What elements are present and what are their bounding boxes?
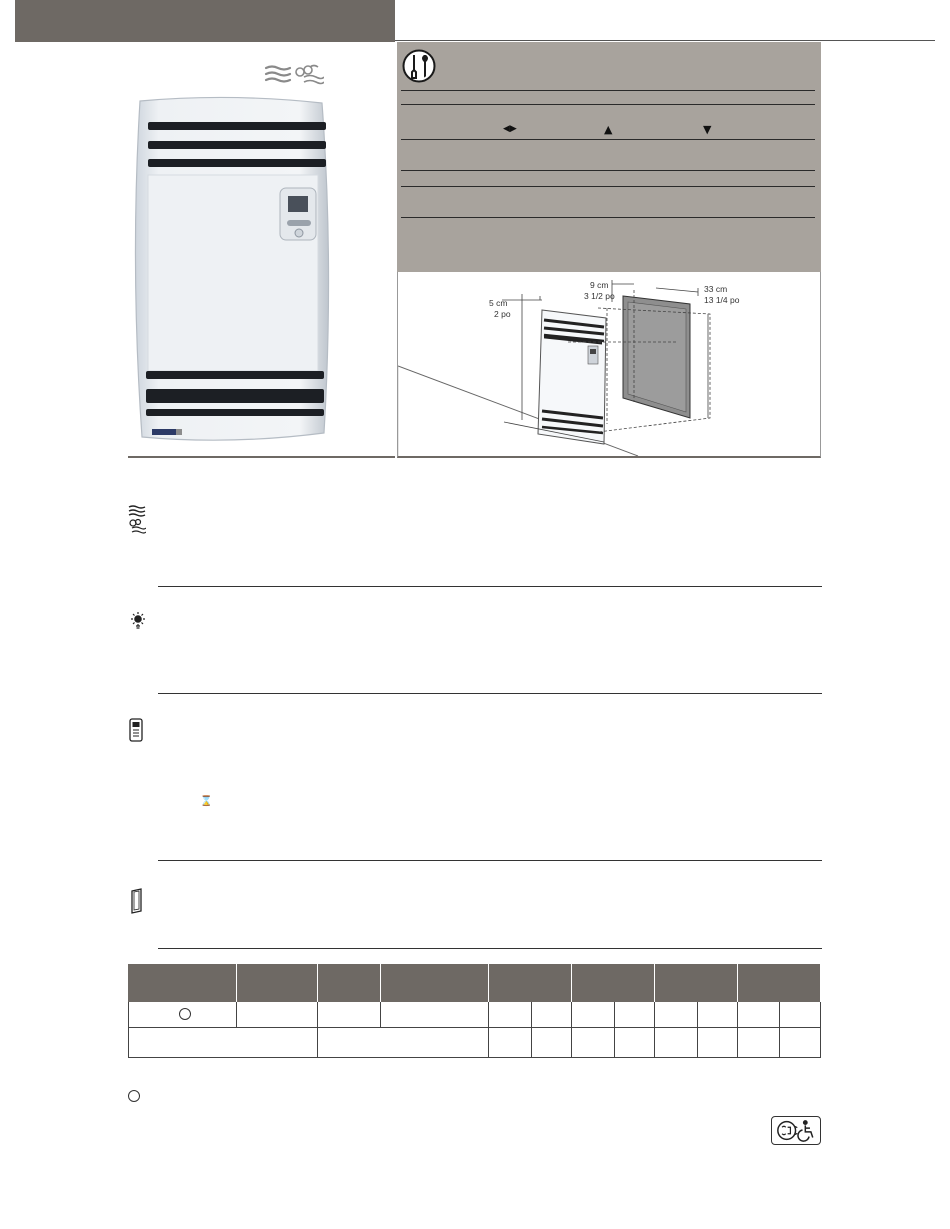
door-panel-icon	[130, 888, 144, 914]
table-cell	[129, 1028, 318, 1058]
installation-panel	[397, 42, 821, 272]
table-header-cell	[655, 964, 738, 1002]
light-icon	[129, 611, 147, 629]
hourglass-icon: ⌛	[200, 796, 213, 807]
convection-icon	[296, 66, 324, 84]
table-body	[128, 1002, 821, 1058]
table-cell	[615, 1028, 655, 1058]
convection-icon	[128, 518, 146, 534]
dim-right-cm: 33 cm	[704, 284, 728, 294]
thermostat-icon	[129, 718, 143, 742]
table-cell	[572, 1028, 615, 1058]
table-header-cell	[738, 964, 820, 1002]
table-header-cell	[489, 964, 572, 1002]
spec-rule	[401, 170, 815, 171]
table-cell	[318, 1028, 489, 1058]
table-header-cell	[318, 964, 381, 1002]
table-cell	[780, 1002, 820, 1028]
note-marker-icon	[179, 1008, 191, 1020]
table-cell	[572, 1002, 615, 1028]
table-header-cell	[237, 964, 318, 1002]
section-rule	[158, 586, 822, 587]
table-cell	[655, 1028, 698, 1058]
table-cell	[738, 1028, 780, 1058]
table-cell	[489, 1002, 532, 1028]
section-rule	[158, 948, 822, 949]
tools-icon	[402, 48, 436, 84]
dim-left-cm: 5 cm	[489, 298, 508, 308]
spec-rule	[401, 186, 815, 187]
certification-badge	[771, 1116, 821, 1145]
airflow-icon	[264, 62, 324, 88]
table-cell	[381, 1002, 489, 1028]
arrow-up: ▲	[604, 123, 613, 136]
table-cell	[738, 1002, 780, 1028]
table-header-cell	[572, 964, 655, 1002]
dim-left-in: 2 po	[494, 309, 511, 319]
dim-right-in: 13 1/4 po	[704, 295, 740, 305]
table-header-cell	[128, 964, 237, 1002]
table-cell	[532, 1002, 572, 1028]
dim-top-in: 3 1/2 po	[584, 291, 615, 301]
table-cell	[318, 1002, 381, 1028]
arrow-down: ▼	[703, 123, 712, 136]
note-marker-icon	[128, 1090, 140, 1102]
csa-certification-icon	[778, 1122, 797, 1140]
table-cell	[489, 1028, 532, 1058]
table-cell	[655, 1002, 698, 1028]
header-rule	[395, 40, 935, 41]
table-cell	[237, 1002, 318, 1028]
clearance-diagram-drawing	[398, 272, 820, 456]
table-cell	[615, 1002, 655, 1028]
panel-divider	[128, 456, 395, 458]
dim-top-cm: 9 cm	[590, 280, 609, 290]
spec-rule	[401, 217, 815, 218]
airflow-icon	[128, 505, 146, 517]
table-cell	[129, 1002, 237, 1028]
spec-rule	[401, 104, 815, 105]
heater-photo	[130, 95, 336, 445]
table-cell	[698, 1002, 738, 1028]
arrow-left-right: ◀▶	[503, 124, 517, 134]
spec-rule	[401, 139, 815, 140]
header-bar	[15, 0, 395, 42]
section-rule	[158, 860, 822, 861]
table-cell	[780, 1028, 820, 1058]
table-header-cell	[381, 964, 489, 1002]
table-cell	[532, 1028, 572, 1058]
spec-rule	[401, 90, 815, 91]
table-cell	[698, 1028, 738, 1058]
accessibility-icon	[798, 1121, 813, 1141]
section-rule	[158, 693, 822, 694]
